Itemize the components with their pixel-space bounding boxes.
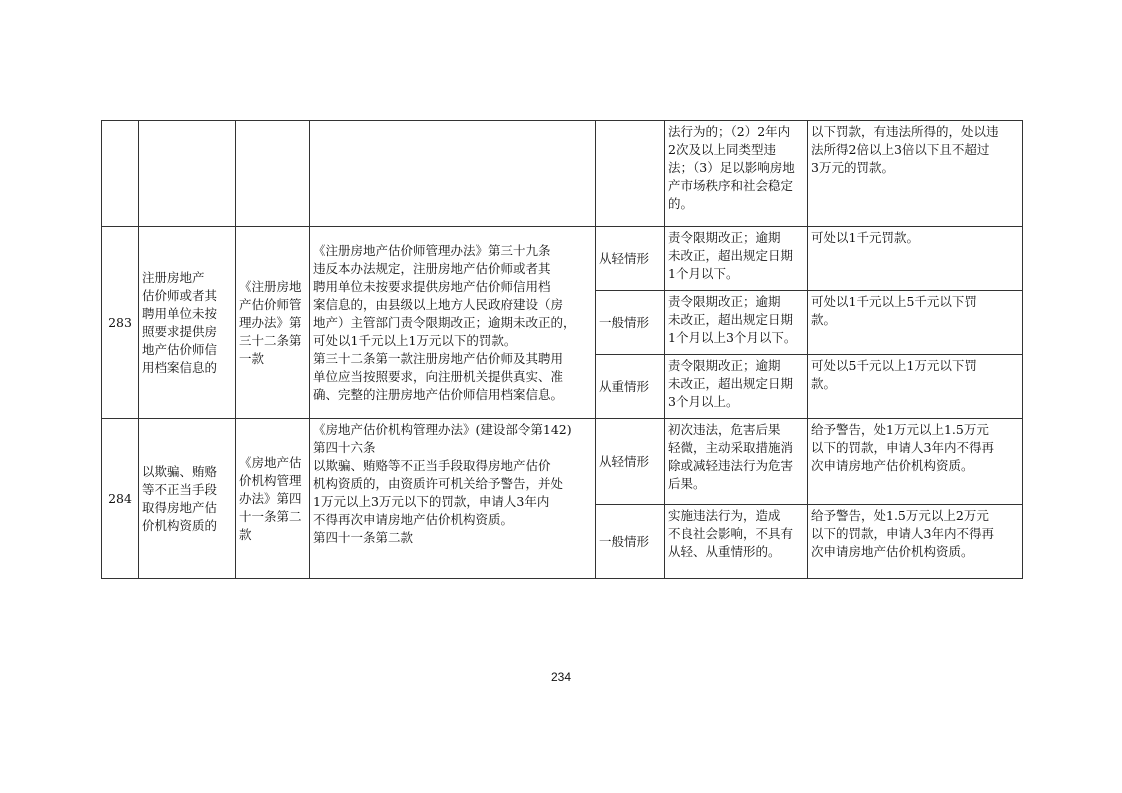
page-number: 234	[550, 670, 572, 684]
row-number: 284	[102, 419, 139, 579]
cell-level	[596, 121, 665, 227]
cell-source	[310, 121, 596, 227]
discretion-level: 从重情形	[596, 355, 665, 419]
legal-basis: 《注册房地 产估价师管 理办法》第 三十二条第 一款	[236, 227, 310, 419]
penalty-standard: 给予警告，处1万元以上1.5万元 以下的罚款，申请人3年内不得再 次申请房地产估价机构资质。	[808, 419, 1023, 505]
discretion-level: 从轻情形	[596, 227, 665, 291]
legal-basis: 《房地产估 价机构管理 办法》第四 十一条第二 款	[236, 419, 310, 579]
violation-description: 注册房地产 估价师或者其 聘用单位未按 照要求提供房 地产估价师信 用档案信息的	[139, 227, 236, 419]
penalty-standard: 可处以1千元罚款。	[808, 227, 1023, 291]
cell-basis	[236, 121, 310, 227]
violation-description: 以欺骗、贿赂 等不正当手段 取得房地产估 价机构资质的	[139, 419, 236, 579]
discretion-level: 从轻情形	[596, 419, 665, 505]
penalty-standard-table	[101, 120, 1023, 579]
applicable-criteria: 责令限期改正；逾期 未改正，超出规定日期 3个月以上。	[665, 355, 808, 419]
applicable-criteria: 责令限期改正；逾期 未改正，超出规定日期 1个月以上3个月以下。	[665, 291, 808, 355]
penalty-source-text: 《房地产估价机构管理办法》(建设部令第142) 第四十六条 以欺骗、贿赂等不正当手段取得房地产估价 机构资质的，由资质许可机关给予警告，并处 1万元以上3万元以下的罚款，申请人3年内 不得再次申请房地产估价机构资质。 第四十一条第二款	[310, 419, 596, 579]
applicable-criteria: 责令限期改正；逾期 未改正，超出规定日期 1个月以下。	[665, 227, 808, 291]
discretion-level: 一般情形	[596, 291, 665, 355]
penalty-standard: 可处以1千元以上5千元以下罚 款。	[808, 291, 1023, 355]
cell-number	[102, 121, 139, 227]
penalty-source-text: 《注册房地产估价师管理办法》第三十九条 违反本办法规定，注册房地产估价师或者其 聘用单位未按要求提供房地产估价师信用档 案信息的，由县级以上地方人民政府建设（房 地产）主管部门责令限期改正；逾期未改正的， 可处以1千元以上1万元以下的罚款。 第三十二条第一款注册房地产估价师及其聘用 单位应当按照要求，向注册机关提供真实、准 确、完整的注册房地产估价师信用档案信息。	[310, 227, 596, 419]
table-row	[102, 227, 1023, 291]
table-row	[102, 419, 1023, 505]
applicable-criteria: 初次违法，危害后果 轻微，主动采取措施消 除或减轻违法行为危害 后果。	[665, 419, 808, 505]
cell-penalty: 以下罚款，有违法所得的，处以违 法所得2倍以上3倍以下且不超过 3万元的罚款。	[808, 121, 1023, 227]
penalty-standard: 可处以5千元以上1万元以下罚 款。	[808, 355, 1023, 419]
applicable-criteria: 实施违法行为，造成 不良社会影响，不具有 从轻、从重情形的。	[665, 505, 808, 579]
discretion-level: 一般情形	[596, 505, 665, 579]
cell-criteria: 法行为的；（2）2年内 2次及以上同类型违 法；（3）足以影响房地 产市场秩序和社会稳定 的。	[665, 121, 808, 227]
cell-violation	[139, 121, 236, 227]
row-number: 283	[102, 227, 139, 419]
table-row-continuation	[102, 121, 1023, 227]
penalty-standard: 给予警告，处1.5万元以上2万元 以下的罚款，申请人3年内不得再 次申请房地产估价机构资质。	[808, 505, 1023, 579]
